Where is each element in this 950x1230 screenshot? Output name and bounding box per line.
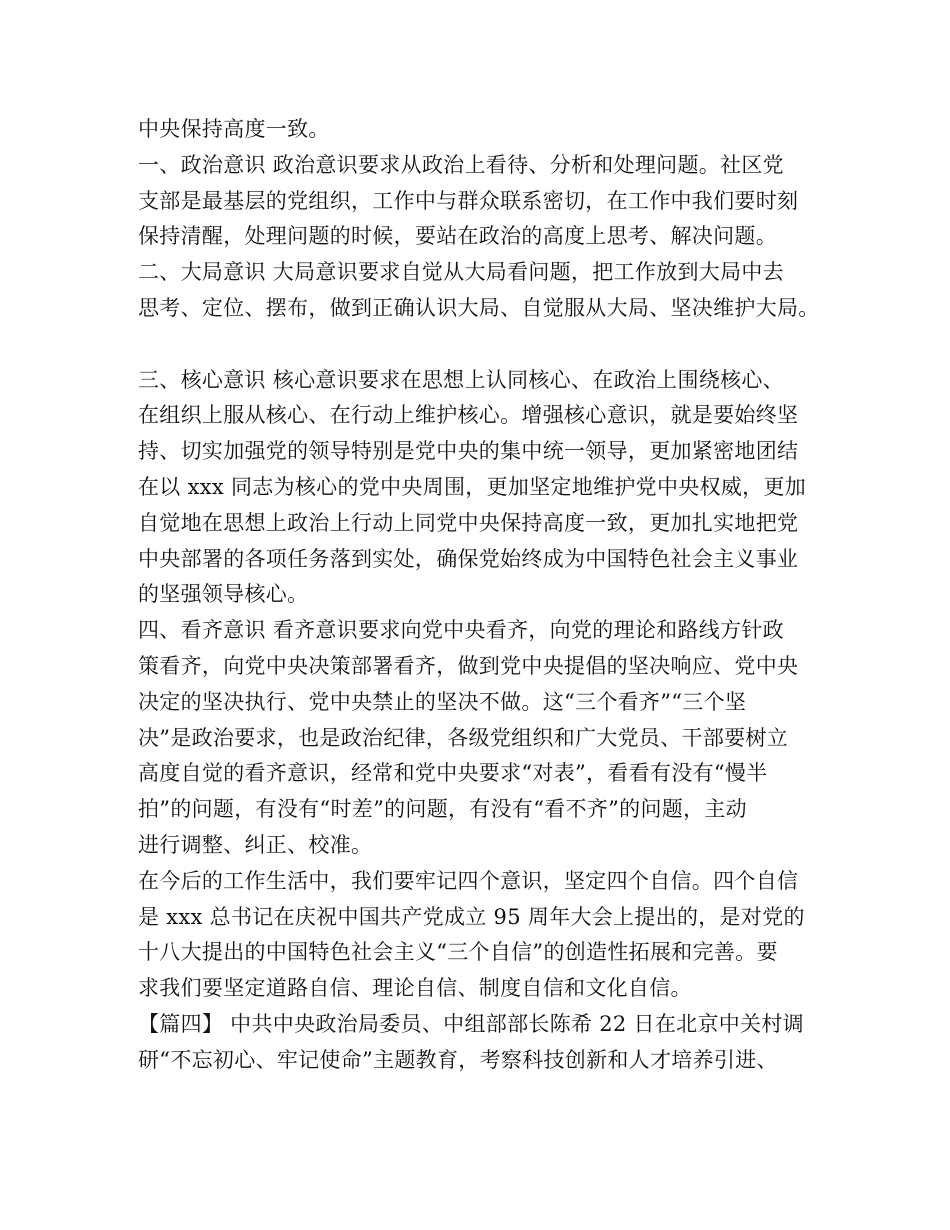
text-line-26: 【篇四】 中共中央政治局委员、中组部部长陈希 22 日在北京中关村调	[138, 1011, 804, 1036]
text-line-21: 进行调整、纠正、校准。	[138, 832, 373, 857]
text-line-25: 求我们要坚定道路自信、理论自信、制度自信和文化自信。	[138, 976, 692, 1001]
text-line-27: 研“不忘初心、牢记使命”主题教育，考察科技创新和人才培养引进、	[138, 1047, 778, 1072]
text-line-8: 三、核心意识 核心意识要求在思想上认同核心、在政治上围绕核心、	[138, 367, 784, 392]
text-line-24: 十八大提出的中国特色社会主义“三个自信”的创造性拓展和完善。要	[138, 940, 778, 965]
text-line-12: 自觉地在思想上政治上行动上同党中央保持高度一致，更加扎实地把党	[138, 510, 799, 535]
text-line-20: 拍”的问题，有没有“时差”的问题，有没有“看不齐”的问题，主动	[138, 797, 747, 822]
text-line-6: 思考、定位、摆布，做到正确认识大局、自觉服从大局、坚决维护大局。	[138, 295, 820, 320]
text-line-2: 一、政治意识 政治意识要求从政治上看待、分析和处理问题。社区党	[138, 152, 784, 177]
text-line-22: 在今后的工作生活中，我们要牢记四个意识，坚定四个自信。四个自信	[138, 868, 799, 893]
text-line-14: 的坚强领导核心。	[138, 582, 309, 607]
text-line-3: 支部是最基层的党组织，工作中与群众联系密切，在工作中我们要时刻	[138, 188, 799, 213]
text-line-1: 中央保持高度一致。	[138, 117, 330, 141]
text-line-19: 高度自觉的看齐意识，经常和党中央要求“对表”，看看有没有“慢半	[138, 761, 768, 786]
text-line-5: 二、大局意识 大局意识要求自觉从大局看问题，把工作放到大局中去	[138, 260, 784, 285]
text-line-23: 是 xxx 总书记在庆祝中国共产党成立 95 周年大会上提出的，是对党的	[138, 904, 805, 929]
text-line-15: 四、看齐意识 看齐意识要求向党中央看齐，向党的理论和路线方针政	[138, 618, 784, 643]
text-line-17: 决定的坚决执行、党中央禁止的坚决不做。这“三个看齐”“三个坚	[138, 689, 747, 714]
text-line-18: 决”是政治要求，也是政治纪律，各级党组织和广大党员、干部要树立	[138, 725, 789, 750]
text-line-11: 在以 xxx 同志为核心的党中央周围，更加坚定地维护党中央权威，更加	[138, 474, 807, 499]
text-line-9: 在组织上服从核心、在行动上维护核心。增强核心意识，就是要始终坚	[138, 403, 799, 428]
text-line-16: 策看齐，向党中央决策部署看齐，做到党中央提倡的坚决响应、党中央	[138, 653, 799, 678]
text-line-10: 持、切实加强党的领导特别是党中央的集中统一领导，更加紧密地团结	[138, 439, 799, 464]
text-line-4: 保持清醒，处理问题的时候，要站在政治的高度上思考、解决问题。	[138, 224, 777, 249]
text-line-13: 中央部署的各项任务落到实处，确保党始终成为中国特色社会主义事业	[138, 546, 799, 571]
document-body	[138, 112, 838, 1079]
blank-line	[138, 327, 838, 363]
